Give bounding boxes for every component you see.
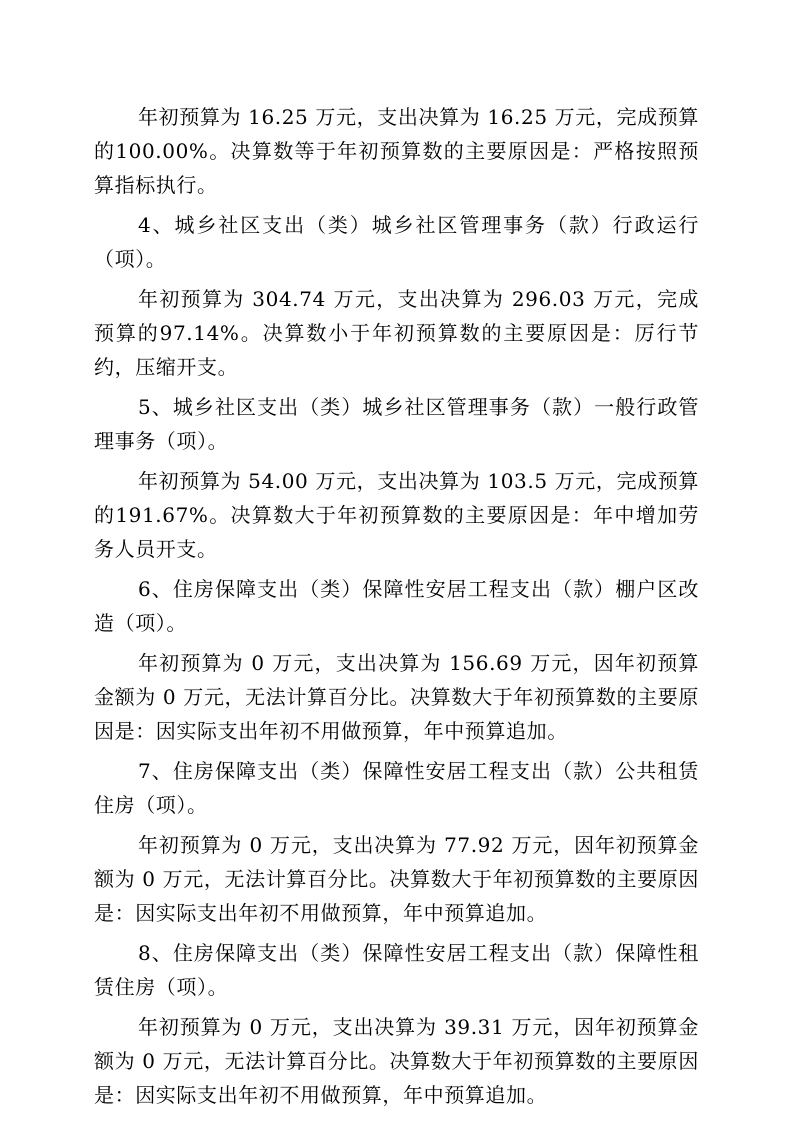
paragraph-budget-item-4-detail: 年初预算为 304.74 万元，支出决算为 296.03 万元，完成预算的97.14%。决算数小于年初预算数的主要原因是：厉行节约，压缩开支。: [94, 287, 699, 379]
paragraph-budget-item-8-detail: 年初预算为 0 万元，支出决算为 39.31 万元，因年初预算金额为 0 万元，无法计算百分比。决算数大于年初预算数的主要原因是：因实际支出年初不用做预算，年中预算追加。: [94, 1015, 699, 1107]
paragraph-budget-item-7-detail: 年初预算为 0 万元，支出决算为 77.92 万元，因年初预算金额为 0 万元，无法计算百分比。决算数大于年初预算数的主要原因是：因实际支出年初不用做预算，年中预算追加。: [94, 833, 699, 925]
heading-item-4: 4、城乡社区支出（类）城乡社区管理事务（款）行政运行（项）。: [94, 213, 699, 271]
heading-item-8: 8、住房保障支出（类）保障性安居工程支出（款）保障性租赁住房（项）。: [94, 941, 699, 999]
heading-item-5: 5、城乡社区支出（类）城乡社区管理事务（款）一般行政管理事务（项）。: [94, 395, 699, 453]
paragraph-budget-item-3-detail: 年初预算为 16.25 万元，支出决算为 16.25 万元，完成预算的100.00%。决算数等于年初预算数的主要原因是：严格按照预算指标执行。: [94, 105, 699, 197]
paragraph-budget-item-5-detail: 年初预算为 54.00 万元，支出决算为 103.5 万元，完成预算的191.67%。决算数大于年初预算数的主要原因是：年中增加劳务人员开支。: [94, 469, 699, 561]
document-page: [94, 100, 699, 1118]
heading-item-7: 7、住房保障支出（类）保障性安居工程支出（款）公共租赁住房（项）。: [94, 759, 699, 817]
heading-item-6: 6、住房保障支出（类）保障性安居工程支出（款）棚户区改造（项）。: [94, 577, 699, 635]
paragraph-budget-item-6-detail: 年初预算为 0 万元，支出决算为 156.69 万元，因年初预算金额为 0 万元，无法计算百分比。决算数大于年初预算数的主要原因是：因实际支出年初不用做预算，年中预算追加。: [94, 651, 699, 743]
